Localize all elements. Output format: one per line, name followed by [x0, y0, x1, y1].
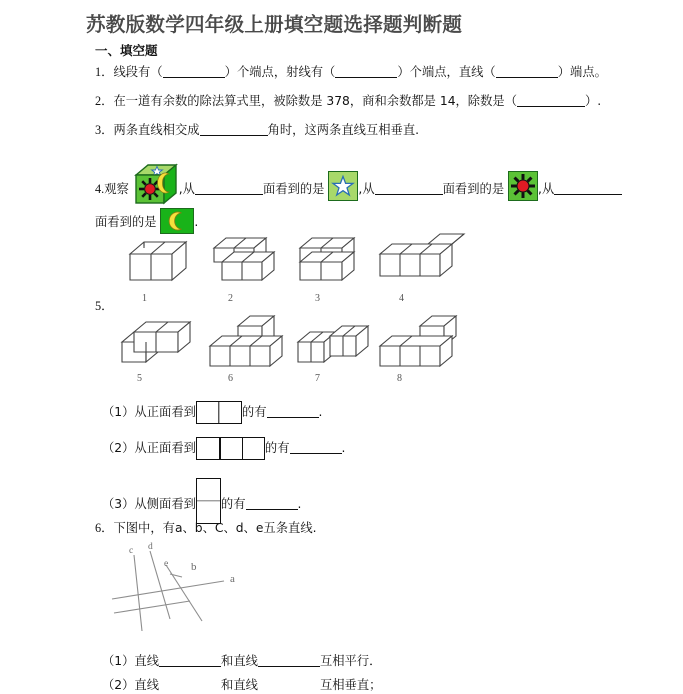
question-1-blank-1[interactable] — [163, 65, 225, 78]
cube-figure-2 — [212, 232, 298, 295]
line-label-c: c — [129, 546, 134, 556]
question-5-sub-2 — [102, 437, 345, 460]
question-5-number-wrap — [95, 297, 113, 315]
question-6-sub-1-text-b: 和直线 — [221, 654, 258, 668]
cube-figure-label-4: 4 — [399, 293, 404, 304]
question-5-sub-3 — [102, 478, 301, 524]
cube-figure-label-5: 5 — [137, 373, 142, 384]
question-6-stem: 下图中，有a、b、C、d、e五条直线. — [113, 521, 317, 535]
cube-figure-label-2: 2 — [228, 293, 233, 304]
question-5-sub-2-text-a: 从正面看到 — [134, 441, 196, 455]
cube-figure-6 — [208, 312, 300, 379]
question-4-line-1 — [95, 163, 622, 205]
two-cells-horizontal-shape — [196, 401, 242, 424]
three-cells-horizontal-shape — [196, 437, 265, 460]
question-4-number: 4. — [95, 182, 105, 196]
question-2 — [95, 92, 601, 110]
question-3 — [95, 121, 419, 139]
question-6-sub-2-text-a: 直线 — [134, 678, 160, 692]
cube-figure-label-8: 8 — [397, 373, 402, 384]
question-1-text-a: 线段有（ — [113, 65, 163, 79]
question-1-number: 1． — [95, 65, 114, 79]
intersecting-lines-figure — [112, 541, 262, 633]
question-4-text-f: ,从 — [538, 182, 555, 196]
cube-figure-8 — [378, 312, 468, 379]
question-1-blank-2[interactable] — [335, 65, 397, 78]
question-4-text-c: 面看到的是 — [262, 182, 325, 196]
cube-figure-label-1: 1 — [142, 293, 147, 304]
question-4-text-d: ,从 — [358, 182, 375, 196]
question-1-text-c: ）个端点，直线（ — [397, 65, 496, 79]
question-1-blank-3[interactable] — [496, 65, 558, 78]
sun-square-icon — [508, 171, 538, 201]
question-2-number: 2． — [95, 94, 114, 108]
question-2-text-a: 在一道有余数的除法算式里，被除数是 378，商和余数都是 14，除数是（ — [113, 94, 517, 108]
question-4-text-b: ,从 — [178, 182, 195, 196]
question-1-text-d: ）端点。 — [557, 65, 607, 79]
question-6-sub-2-blank-1[interactable] — [159, 678, 221, 691]
question-2-blank-1[interactable] — [517, 94, 585, 107]
moon-square-icon — [160, 208, 194, 234]
question-5-sub-2-text-b: 的有 — [264, 441, 290, 455]
question-6-sub-1 — [102, 652, 381, 670]
question-6-sub-2-blank-2[interactable] — [258, 678, 320, 691]
question-6 — [95, 519, 317, 537]
question-2-text-b: ）. — [585, 94, 602, 108]
question-1-text-b: ）个端点，射线有（ — [224, 65, 336, 79]
question-6-sub-2-label: （2） — [102, 678, 135, 692]
question-5-sub-1-text-b: 的有 — [241, 405, 267, 419]
question-6-sub-2 — [102, 676, 381, 694]
line-label-e: e — [164, 559, 169, 569]
cube-figure-5 — [120, 318, 206, 377]
question-4-text-h: . — [194, 215, 199, 229]
question-4-blank-2[interactable] — [375, 182, 443, 195]
question-5-sub-1-blank[interactable] — [267, 405, 319, 418]
line-label-b: b — [191, 561, 197, 573]
question-3-number: 3． — [95, 123, 114, 137]
question-5-sub-3-blank[interactable] — [246, 497, 298, 510]
question-5-sub-3-label: （3） — [102, 497, 135, 511]
page-title: 苏教版数学四年级上册填空题选择题判断题 — [86, 15, 463, 36]
line-label-d: d — [148, 542, 153, 552]
question-6-sub-1-label: （1） — [102, 654, 135, 668]
question-4-blank-3[interactable] — [554, 182, 622, 195]
question-6-sub-1-text-c: 互相平行． — [319, 654, 382, 668]
question-5-sub-1-text-a: 从正面看到 — [134, 405, 196, 419]
cube-figure-3 — [296, 234, 386, 295]
cube-figure-label-6: 6 — [228, 373, 233, 384]
section-heading: 一、填空题 — [95, 43, 158, 58]
question-6-number: 6． — [95, 521, 114, 535]
question-5-sub-2-label: （2） — [102, 441, 135, 455]
question-5-sub-3-text-a: 从侧面看到 — [134, 497, 196, 511]
cube-figure-7 — [296, 318, 386, 379]
cube-figure-1 — [128, 236, 208, 293]
cube-figure-label-7: 7 — [315, 373, 320, 384]
question-5-number: 5． — [95, 299, 114, 313]
question-5-sub-2-blank[interactable] — [290, 441, 342, 454]
cube-figure-4 — [378, 234, 470, 295]
question-5-sub-1-label: （1） — [102, 405, 135, 419]
question-6-sub-1-text-a: 直线 — [134, 654, 160, 668]
line-label-a: a — [230, 573, 235, 585]
question-1 — [95, 63, 607, 81]
question-5-sub-3-text-b: 的有 — [220, 497, 246, 511]
question-6-sub-1-blank-1[interactable] — [159, 654, 221, 667]
question-4-text-a: 观察 — [104, 182, 129, 196]
question-3-text-b: 角时，这两条直线互相垂直. — [267, 123, 420, 137]
question-6-sub-2-text-b: 和直线 — [221, 678, 258, 692]
cube-figure-label-3: 3 — [315, 293, 320, 304]
question-4-line-2 — [95, 208, 198, 234]
question-3-blank-1[interactable] — [200, 123, 268, 136]
star-square-icon — [328, 171, 358, 201]
question-3-text-a: 两条直线相交成 — [113, 123, 200, 137]
question-4-text-g: 面看到的是 — [95, 215, 157, 229]
question-4-text-e: 面看到的是 — [442, 182, 505, 196]
question-5-sub-1-text-c: . — [318, 405, 323, 419]
question-5-sub-3-text-c: . — [297, 497, 302, 511]
two-cells-vertical-shape — [196, 478, 221, 524]
question-4-blank-1[interactable] — [195, 182, 263, 195]
green-cube-icon — [133, 163, 179, 205]
question-6-sub-1-blank-2[interactable] — [258, 654, 320, 667]
question-5-sub-2-text-c: . — [341, 441, 346, 455]
question-5-sub-1 — [102, 401, 322, 424]
question-6-sub-2-text-c: 互相垂直； — [319, 678, 382, 692]
